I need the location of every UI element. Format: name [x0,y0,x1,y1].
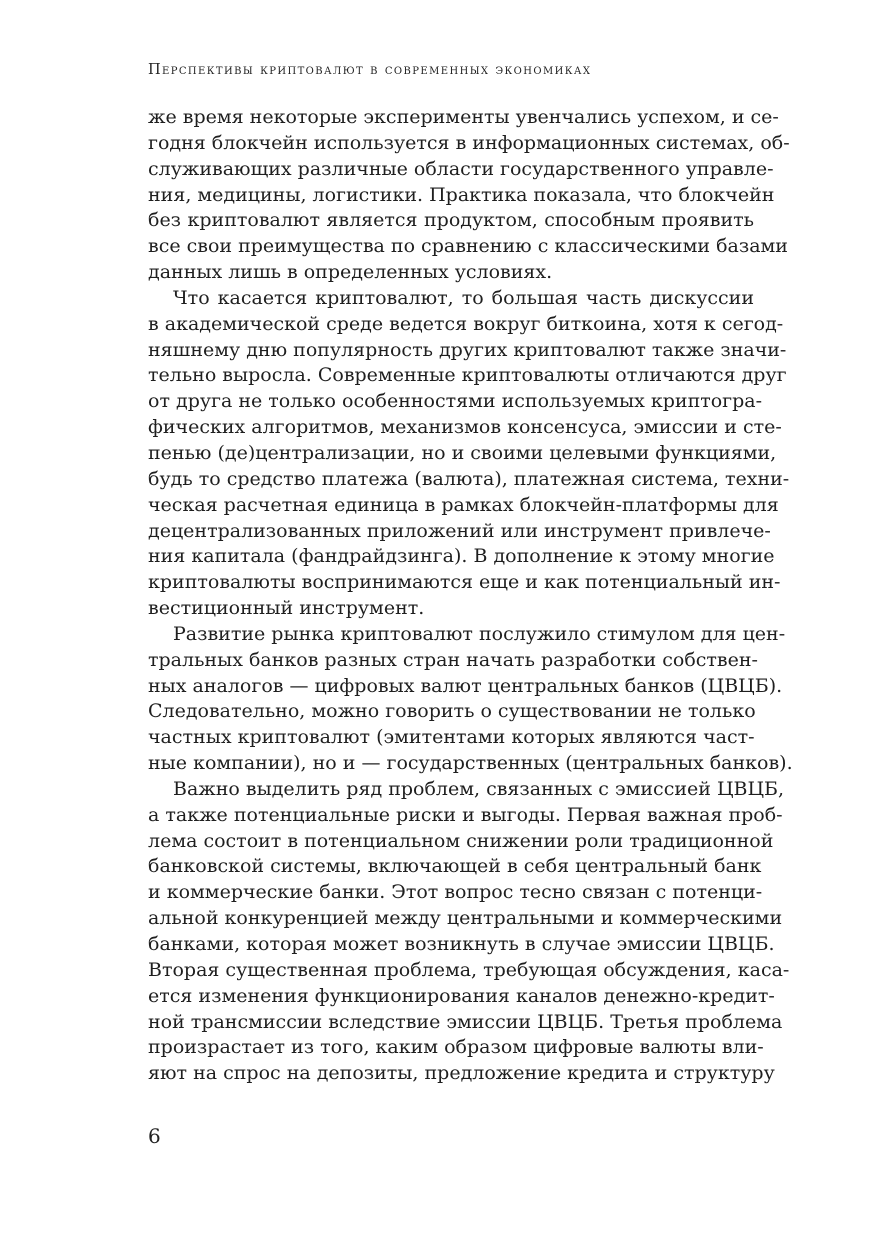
text-line: тральных банков разных стран начать разработки собствен- [148,648,758,671]
text-line: без криптовалют является продуктом, способным проявить [148,209,754,232]
text-line: Развитие рынка криптовалют послужило стимулом для цен- [173,622,786,645]
text-line: ния, медицины, логистики. Практика показала, что блокчейн [148,183,775,206]
text-line: ных аналогов — цифровых валют центральных банков (ЦВЦБ). [148,674,783,697]
page-number: 6 [148,1124,161,1148]
text-line: же время некоторые эксперименты увенчались успехом, и се- [148,106,779,128]
text-line: от друга не только особенностями используемых криптогра- [148,390,763,413]
text-line: годня блокчейн используется в информационных системах, об- [148,131,790,154]
text-line: ческая расчетная единица в рамках блокчейн-платформы для [148,493,779,516]
text-line: Что касается криптовалют, то большая часть дискуссии [173,286,754,309]
text-line: а также потенциальные риски и выгоды. Первая важная проб- [148,803,783,826]
body-text [148,105,793,1087]
running-header: Перспективы криптовалют в современных экономиках [148,62,592,78]
text-line: яют на спрос на депозиты, предложение кредита и структуру [148,1062,775,1085]
text-line: ные компании), но и — государственных (центральных банков). [148,752,793,775]
text-line: вестиционный инструмент. [148,597,425,620]
text-line: криптовалюты воспринимаются еще и как потенциальный ин- [148,571,781,594]
text-line: фических алгоритмов, механизмов консенсуса, эмиссии и сте- [148,416,782,439]
text-line: няшнему дню популярность других криптовалют также значи- [148,338,787,361]
text-line: служивающих различные области государственного управле- [148,157,774,180]
text-line: тельно выросла. Современные криптовалюты отличаются друг [148,364,787,387]
text-line: ной трансмиссии вследствие эмиссии ЦВЦБ. Третья проблема [148,1010,783,1033]
text-line: Важно выделить ряд проблем, связанных с эмиссией ЦВЦБ, [173,777,785,800]
text-line: ется изменения функционирования каналов денежно-кредит- [148,984,775,1007]
text-line: альной конкуренцией между центральными и коммерческими [148,907,783,930]
text-line: лема состоит в потенциальном снижении роли традиционной [148,829,774,852]
text-line: пенью (де)централизации, но и своими целевыми функциями, [148,441,777,464]
text-line: частных криптовалют (эмитентами которых являются част- [148,726,755,749]
text-line: децентрализованных приложений или инструмент привлече- [148,519,771,542]
text-line: в академической среде ведется вокруг биткоина, хотя к сегод- [148,312,784,335]
text-line: Вторая существенная проблема, требующая обсуждения, каса- [148,958,790,981]
text-line: и коммерческие банки. Этот вопрос тесно связан с потенци- [148,881,763,904]
text-line: произрастает из того, каким образом цифровые валюты вли- [148,1036,764,1059]
text-line: банковской системы, включающей в себя центральный банк [148,855,762,878]
text-line: будь то средство платежа (валюта), платежная система, техни- [148,467,790,490]
text-line: ния капитала (фандрайдзинга). В дополнение к этому многие [148,545,775,568]
text-line: данных лишь в определенных условиях. [148,261,553,284]
text-line: банками, которая может возникнуть в случае эмиссии ЦВЦБ. [148,933,775,955]
text-line: Следовательно, можно говорить о существовании не только [148,700,756,723]
text-line: все свои преимущества по сравнению с классическими базами [148,235,788,258]
